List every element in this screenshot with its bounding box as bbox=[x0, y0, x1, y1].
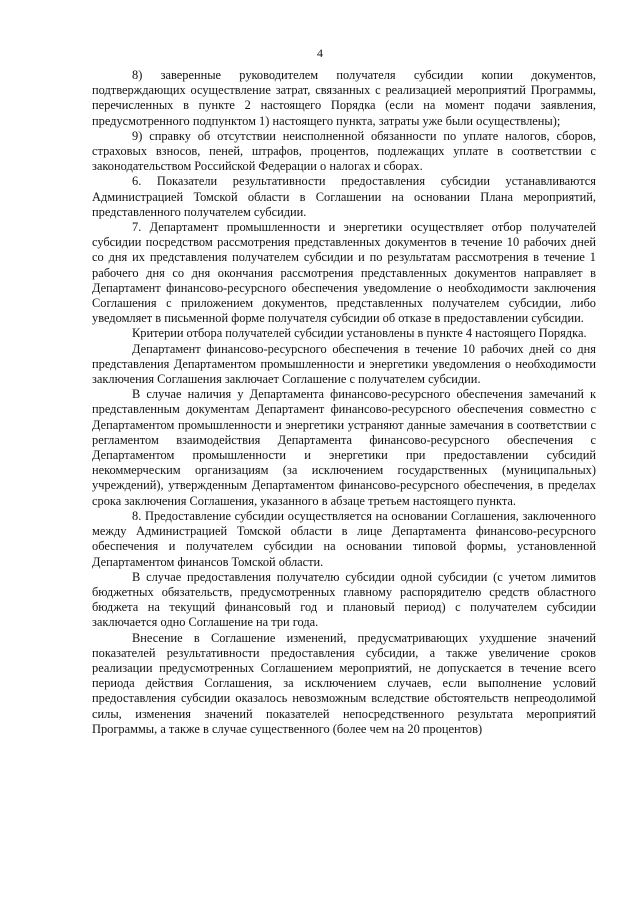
paragraph-clause-7: 7. Департамент промышленности и энергетики осуществляет отбор получателей субсидии посредством рассмотрения представленных документов в течение 10 рабочих дней со дня их представления получателем субсидии и по результатам рассмотрения в течение 1 рабочего дня со дня окончания рассмотрения представленных документов направляет в Департамент финансово-ресурсного обеспечения уведомление о необходимости заключения Соглашения с приложением документов, представленных получателем субсидии, либо уведомляет в письменной форме получателя субсидии об отказе в предоставлении субсидии. bbox=[92, 220, 596, 326]
paragraph-amendments: Внесение в Соглашение изменений, предусматривающих ухудшение значений показателей результативности предоставления субсидии, а также увеличение сроков реализации предусмотренных Соглашением мероприятий, не допускается в течение всего периода действия Соглашения, за исключением случаев, если выполнение условий предоставления субсидии оказалось невозможным вследствие обстоятельств непреодолимой силы, изменения значений показателей непосредственного результата мероприятий Программы, а также в случае существенного (более чем на 20 процентов) bbox=[92, 630, 596, 736]
paragraph-item-9-tax-certificate: 9) справку об отсутствии неисполненной обязанности по уплате налогов, сборов, страховых взносов, пеней, штрафов, процентов, подлежащих уплате в соответствии с законодательством Российской Федерации о налогах и сборах. bbox=[92, 128, 596, 174]
paragraph-agreement-conclusion: Департамент финансово-ресурсного обеспечения в течение 10 рабочих дней со дня представления Департаментом промышленности и энергетики уведомления о необходимости заключения Соглашения заключает Соглашение с получателем субсидии. bbox=[92, 341, 596, 387]
paragraph-clause-8: 8. Предоставление субсидии осуществляется на основании Соглашения, заключенного между Администрацией Томской области в лице Департамента финансово-ресурсного обеспечения и получателем субсидии на основании типовой формы, установленной Департаментом финансов Томской области. bbox=[92, 508, 596, 569]
paragraph-clause-6: 6. Показатели результативности предоставления субсидии устанавливаются Администрацией Томской области в Соглашении на основании Плана мероприятий, представленного получателем субсидии. bbox=[92, 174, 596, 219]
document-body bbox=[92, 68, 596, 737]
page-number: 4 bbox=[317, 46, 323, 60]
paragraph-single-agreement: В случае предоставления получателю субсидии одной субсидии (с учетом лимитов бюджетных обязательств, предусмотренных главному распорядителю средств областного бюджета на текущий финансовый год и плановый период) с получателем субсидии заключается одно Соглашение на три года. bbox=[92, 569, 596, 630]
paragraph-remarks: В случае наличия у Департамента финансово-ресурсного обеспечения замечаний к представленным документам Департамент финансово-ресурсного обеспечения совместно с Департаментом промышленности и энергетики устраняют данные замечания в соответствии с регламентом взаимодействия Департамента финансово-ресурсного обеспечения с Департаментом промышленности и энергетики при предоставлении субсидий некоммерческим организациям (за исключением государственных (муниципальных) учреждений), утвержденным Департаментом финансово-ресурсного обеспечения, в пределах срока заключения Соглашения, указанного в абзаце третьем настоящего пункта. bbox=[92, 387, 596, 508]
paragraph-selection-criteria: Критерии отбора получателей субсидии установлены в пункте 4 настоящего Порядка. bbox=[132, 326, 587, 341]
paragraph-item-8-copies: 8) заверенные руководителем получателя субсидии копии документов, подтверждающих осуществление затрат, связанных с реализацией мероприятий Программы, перечисленных в пункте 2 настоящего Порядка (если на момент подачи заявления, предусмотренного подпунктом 1) настоящего пункта, затраты уже были осуществлены); bbox=[92, 68, 596, 128]
